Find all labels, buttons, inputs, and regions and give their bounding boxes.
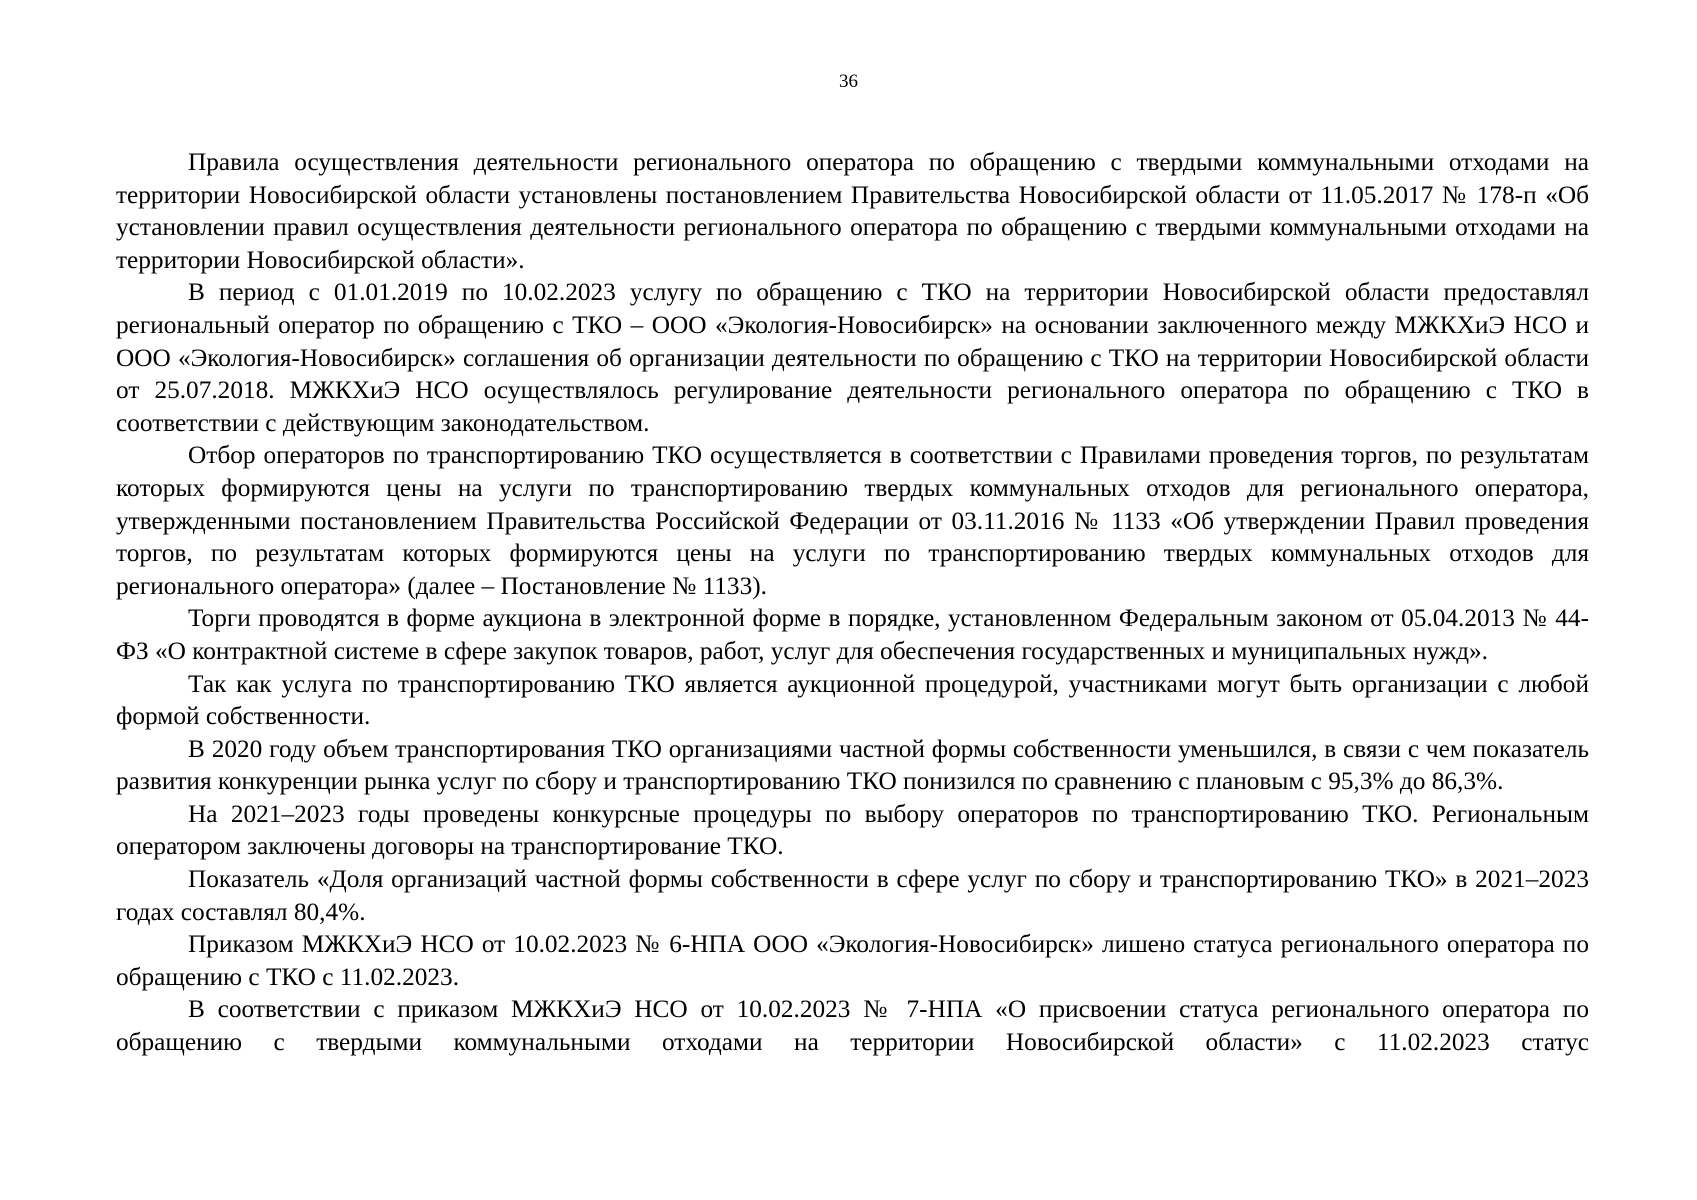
paragraph-regional-operator-rules: Правила осуществления деятельности регионального оператора по обращению с твердыми коммунальными отходами на территории Новосибирской области установлены постановлением Правительства Новосибирской области от 11.05.2017 № 178-п «Об установлении правил осуществления деятельности регионального оператора по обращению с твердыми коммунальными отходами на территории Новосибирской области». <box>116 148 1589 274</box>
paragraph-auction-form: Торги проводятся в форме аукциона в электронной форме в порядке, установленном Федеральным законом от 05.04.2013 № 44-ФЗ «О контрактной системе в сфере закупок товаров, работ, услуг для обеспечения государственных и муниципальных нужд». <box>116 604 1589 665</box>
paragraph-2020-indicator: В 2020 году объем транспортирования ТКО организациями частной формы собственности уменьшился, в связи с чем показатель развития конкуренции рынка услуг по сбору и транспортированию ТКО понизился по сравнению с плановым с 95,3% до 86,3%. <box>116 734 1589 796</box>
paragraph-status-assigned: В соответствии с приказом МЖКХиЭ НСО от 10.02.2023 № 7-НПА «О присвоении статуса регионального оператора по обращению с твердыми коммунальными отходами на территории Новосибирской области» с 11.02.2023 статус <box>116 995 1589 1057</box>
paragraph-status-revoked: Приказом МЖКХиЭ НСО от 10.02.2023 № 6-НПА ООО «Экология-Новосибирск» лишено статуса регионального оператора по обращению с ТКО с 11.02.2023. <box>116 930 1589 991</box>
paragraph-service-period: В период с 01.01.2019 по 10.02.2023 услугу по обращению с ТКО на территории Новосибирской области предоставлял региональный оператор по обращению с ТКО – ООО «Экология-Новосибирск» на основании заключенного между МЖКХиЭ НСО и ООО «Экология-Новосибирск» соглашения об организации деятельности по обращению с ТКО на территории Новосибирской области от 25.07.2018. МЖКХиЭ НСО осуществлялось регулирование деятельности регионального оператора по обращению с ТКО в соответствии с действующим законодательством. <box>116 278 1589 437</box>
paragraph-private-share-indicator: Показатель «Доля организаций частной формы собственности в сфере услуг по сбору и транспортированию ТКО» в 2021–2023 годах составлял 80,4%. <box>116 865 1589 926</box>
page-number: 36 <box>839 71 858 92</box>
paragraph-auction-participants: Так как услуга по транспортированию ТКО является аукционной процедурой, участниками могут быть организации с любой формой собственности. <box>116 669 1589 731</box>
paragraph-operator-selection: Отбор операторов по транспортированию ТКО осуществляется в соответствии с Правилами проведения торгов, по результатам которых формируются цены на услуги по транспортированию твердых коммунальных отходов для регионального оператора, утвержденными постановлением Правительства Российской Федерации от 03.11.2016 № 1133 «Об утверждении Правил проведения торгов, по результатам которых формируются цены на услуги по транспортированию твердых коммунальных отходов для регионального оператора» (далее – Постановление № 1133). <box>116 441 1589 600</box>
paragraph-2021-2023-procedures: На 2021–2023 годы проведены конкурсные процедуры по выбору операторов по транспортированию ТКО. Региональным оператором заключены договоры на транспортирование ТКО. <box>116 799 1589 861</box>
document-body <box>116 146 1589 1059</box>
